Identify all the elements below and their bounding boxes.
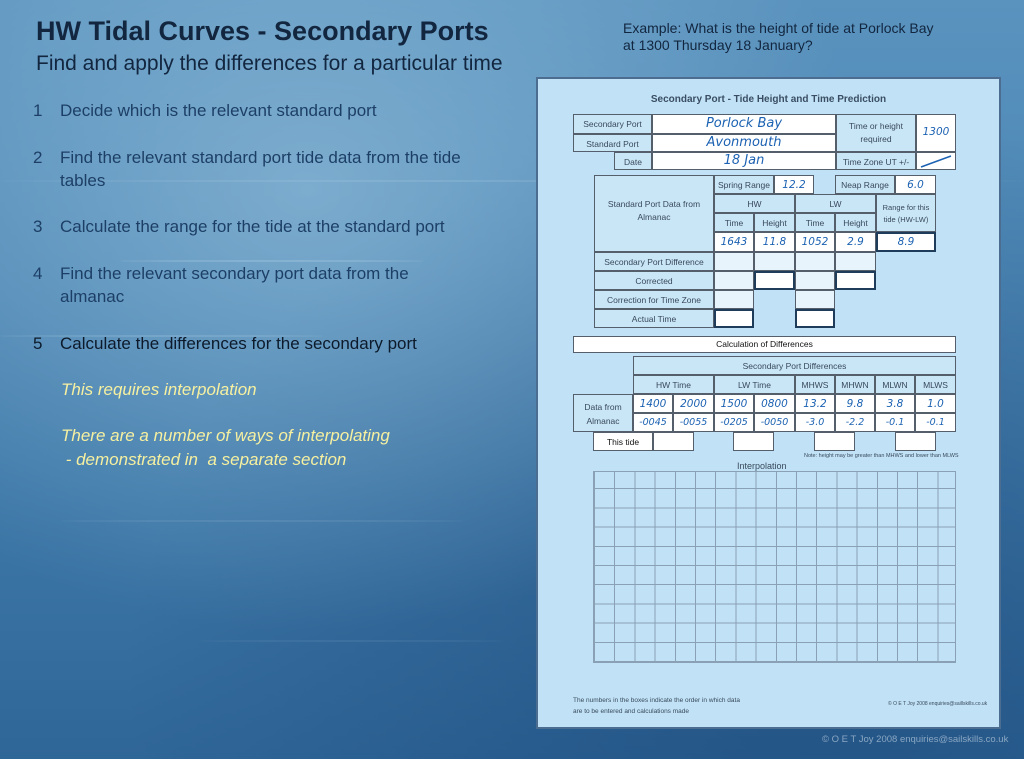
- this-tide-label: This tide: [593, 432, 653, 451]
- step-text-cont: tables: [60, 171, 106, 190]
- mlwn-header: MLWN: [875, 375, 915, 394]
- step-text: Find the relevant secondary port data from the: [60, 264, 409, 283]
- corrected-hw-time[interactable]: [714, 271, 754, 290]
- corrected-label: Corrected: [594, 271, 714, 290]
- range-value[interactable]: 8.9: [876, 232, 936, 252]
- mhws-diff[interactable]: -3.0: [795, 413, 835, 432]
- step-number: 4: [33, 264, 43, 283]
- mhwn-value[interactable]: 9.8: [835, 394, 875, 413]
- actual-time-hw[interactable]: [714, 309, 754, 328]
- step-text: Calculate the range for the tide at the standard port: [60, 217, 445, 236]
- hw-time-value[interactable]: 1643: [714, 232, 754, 252]
- standard-port-label: Standard Port: [573, 134, 652, 152]
- step-text-cont: almanac: [60, 287, 125, 306]
- form-copyright: © O E T Joy 2008 enquiries@saillskills.co.uk: [888, 701, 988, 707]
- note-ways-2: - demonstrated in a separate section: [61, 450, 347, 469]
- example-question: [623, 20, 983, 54]
- hw-height-value[interactable]: 11.8: [754, 232, 795, 252]
- corrected-hw-height[interactable]: [754, 271, 795, 290]
- mlwn-diff[interactable]: -0.1: [875, 413, 915, 432]
- hw-diff-1[interactable]: -0045: [633, 413, 673, 432]
- mlws-header: MLWS: [915, 375, 956, 394]
- step-5: [33, 332, 417, 355]
- time-zone-value[interactable]: [916, 152, 956, 170]
- sec-diff-hw-time[interactable]: [714, 252, 754, 271]
- checkmark-stroke: [917, 153, 955, 169]
- interpolation-grid[interactable]: [593, 471, 956, 663]
- page-subtitle: Find and apply the differences for a particular time: [36, 52, 503, 75]
- sec-diff-hw-height[interactable]: [754, 252, 795, 271]
- step-2: [33, 146, 461, 192]
- hw-label: HW: [714, 194, 795, 213]
- neap-range-value[interactable]: 6.0: [895, 175, 936, 194]
- hw-time-2[interactable]: 2000: [673, 394, 714, 413]
- example-line-1: Example: What is the height of tide at Porlock Bay: [623, 20, 934, 36]
- hw-time-1[interactable]: 1400: [633, 394, 673, 413]
- sec-diff-label: Secondary Port Difference: [594, 252, 714, 271]
- step-text: Decide which is the relevant standard port: [60, 101, 377, 120]
- spring-range-value[interactable]: 12.2: [774, 175, 814, 194]
- lw-diff-2[interactable]: -0050: [754, 413, 795, 432]
- std-port-data-label: Standard Port Data from Almanac: [594, 175, 714, 252]
- neap-range-label: Neap Range: [835, 175, 895, 194]
- step-3: [33, 215, 445, 238]
- step-4: [33, 262, 409, 308]
- interpolation-label: Interpolation: [737, 461, 787, 471]
- lw-time-col: Time: [795, 213, 835, 232]
- mhwn-diff[interactable]: -2.2: [835, 413, 875, 432]
- lw-time-header: LW Time: [714, 375, 795, 394]
- corrected-lw-height[interactable]: [835, 271, 876, 290]
- sec-port-diffs-label: Secondary Port Differences: [633, 356, 956, 375]
- corrected-lw-time[interactable]: [795, 271, 835, 290]
- step-number: 1: [33, 101, 43, 120]
- correction-tz-label: Correction for Time Zone: [594, 290, 714, 309]
- lw-time-value[interactable]: 1052: [795, 232, 835, 252]
- height-note: Note: height may be greater than MHWS and lower than MLWS: [804, 453, 959, 459]
- step-1: [33, 99, 377, 122]
- step-text: Find the relevant standard port tide data from the tide: [60, 148, 461, 167]
- lw-time-1[interactable]: 1500: [714, 394, 754, 413]
- actual-time-lw[interactable]: [795, 309, 835, 328]
- data-from-almanac-label: Data from Almanac: [573, 394, 633, 432]
- date-label: Date: [614, 152, 652, 170]
- lw-diff-1[interactable]: -0205: [714, 413, 754, 432]
- mlws-value[interactable]: 1.0: [915, 394, 956, 413]
- footer-line-1: The numbers in the boxes indicate the order in which data: [573, 697, 740, 704]
- copyright: © O E T Joy 2008 enquiries@sailskills.co.uk: [822, 734, 1009, 745]
- this-tide-hw-height[interactable]: [814, 432, 855, 451]
- footer-line-2: are to be entered and calculations made: [573, 708, 689, 715]
- actual-time-label: Actual Time: [594, 309, 714, 328]
- correction-tz-lw[interactable]: [795, 290, 835, 309]
- note-ways-1: There are a number of ways of interpolating: [61, 426, 390, 445]
- mhws-value[interactable]: 13.2: [795, 394, 835, 413]
- time-height-value[interactable]: 1300: [916, 114, 956, 152]
- hw-diff-2[interactable]: -0055: [673, 413, 714, 432]
- sec-diff-lw-height[interactable]: [835, 252, 876, 271]
- this-tide-lw[interactable]: [733, 432, 774, 451]
- step-text: Calculate the differences for the secondary port: [60, 334, 417, 353]
- secondary-port-label: Secondary Port: [573, 114, 652, 134]
- mlwn-value[interactable]: 3.8: [875, 394, 915, 413]
- step-number: 3: [33, 217, 43, 236]
- mhwn-header: MHWN: [835, 375, 875, 394]
- this-tide-lw-height[interactable]: [895, 432, 936, 451]
- step-number: 5: [33, 334, 43, 353]
- sec-diff-lw-time[interactable]: [795, 252, 835, 271]
- date-value[interactable]: 18 Jan: [652, 152, 836, 170]
- lw-time-2[interactable]: 0800: [754, 394, 795, 413]
- note-interpolation: This requires interpolation: [61, 380, 257, 399]
- mhws-header: MHWS: [795, 375, 835, 394]
- range-label: Range for this tide (HW-LW): [876, 194, 936, 232]
- lw-height-col: Height: [835, 213, 876, 232]
- lw-height-value[interactable]: 2.9: [835, 232, 876, 252]
- hw-time-col: Time: [714, 213, 754, 232]
- calc-diff-label: Calculation of Differences: [573, 336, 956, 353]
- mlws-diff[interactable]: -0.1: [915, 413, 956, 432]
- this-tide-hw[interactable]: [653, 432, 694, 451]
- standard-port-value[interactable]: Avonmouth: [652, 134, 836, 152]
- hw-height-col: Height: [754, 213, 795, 232]
- hw-time-header: HW Time: [633, 375, 714, 394]
- correction-tz-hw[interactable]: [714, 290, 754, 309]
- step-number: 2: [33, 148, 43, 167]
- page-title: HW Tidal Curves - Secondary Ports: [36, 16, 489, 46]
- spring-range-label: Spring Range: [714, 175, 774, 194]
- secondary-port-value[interactable]: Porlock Bay: [652, 114, 836, 134]
- time-zone-label: Time Zone UT +/-: [836, 152, 916, 170]
- lw-label: LW: [795, 194, 876, 213]
- example-line-2: at 1300 Thursday 18 January?: [623, 37, 813, 53]
- form-title: Secondary Port - Tide Height and Time Prediction: [650, 94, 887, 105]
- time-height-label: Time or height required: [836, 114, 916, 152]
